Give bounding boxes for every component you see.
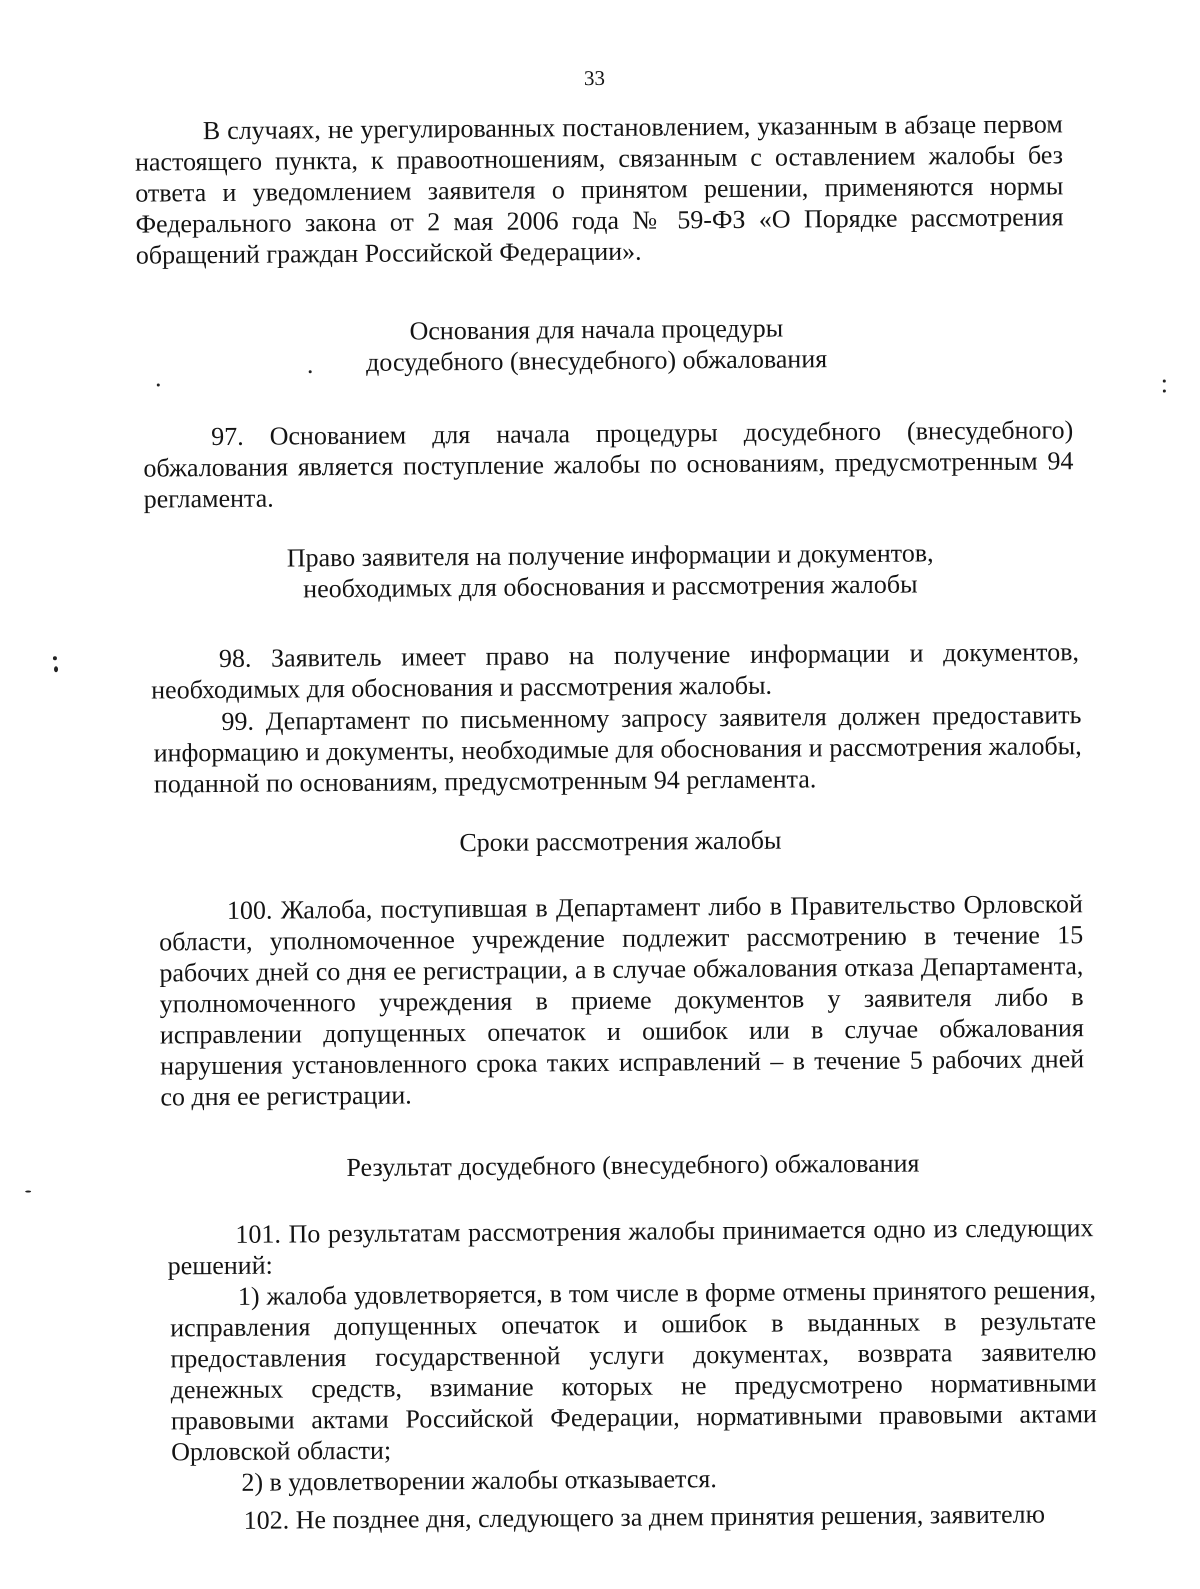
paragraph-100: 100. Жалоба, поступившая в Департамент либо в Правительство Орловской области, уполномоченное учреждение подлежит рассмотрению в течение 15 рабочих дней со дня ее регистрации, а в случае обжалования отказа Департамента, уполномоченного учреждения в приеме документов у заявителя либо в исправлении допущенных опечаток и ошибок или в случае обжалования нарушения установленного срока таких исправлений – в течение 5 рабочих дней со дня ее регистрации. [159, 889, 1085, 1112]
heading-grounds [326, 312, 866, 378]
scan-speck [54, 666, 58, 672]
scan-speck [53, 656, 57, 660]
paragraph-99: 99. Департамент по письменному запросу заявителя должен предоставить информацию и документы, необходимые для обоснования и рассмотрения жалобы, поданной по основаниям, предусмотренным 94 регламента. [153, 700, 1082, 799]
paragraph-98: 98. Заявитель имеет право на получение информации и документов, необходимых для обоснования и рассмотрения жалобы. [151, 637, 1080, 705]
page-number: 33 [583, 65, 605, 91]
paragraph-101-item-2: 2) в удовлетворении жалобы отказывается. [241, 1464, 717, 1497]
heading-grounds-line2: досудебного (внесудебного) обжалования [365, 344, 828, 377]
heading-right-line2: необходимых для обоснования и рассмотрения жалобы [303, 569, 918, 604]
heading-result: Результат досудебного (внесудебного) обжалования [346, 1148, 920, 1183]
scan-speck [157, 383, 160, 386]
paragraph-101-item-1: 1) жалоба удовлетворяется, в том числе в форме отмены принятого решения, исправления допущенных опечаток и ошибок в выданных в результате предоставления государственной услуги документах, возврата заявителю денежных средств, взимание которых не предусмотрено нормативными правовыми актами Российской Федерации, нормативными правовыми актами Орловской области; [170, 1275, 1098, 1467]
heading-applicant-right [230, 537, 990, 605]
heading-right-line1: Право заявителя на получение информации и документов, [286, 538, 934, 573]
scan-speck [1163, 380, 1166, 383]
paragraph-intro: В случаях, не урегулированных постановлением, указанным в абзаце первом настоящего пункта, к правоотношениям, связанным с оставлением жалобы без ответа и уведомлением заявителя о принятом решении, применяются нормы Федерального закона от 2 мая 2006 года № 59-ФЗ «О Порядке рассмотрения обращений граждан Российской Федерации». [134, 109, 1064, 270]
paragraph-101: 101. По результатам рассмотрения жалобы принимается одно из следующих решений: [167, 1213, 1094, 1281]
heading-grounds-line1: Основания для начала процедуры [409, 313, 784, 346]
heading-terms: Сроки рассмотрения жалобы [459, 825, 782, 858]
scan-speck [25, 1190, 31, 1192]
scan-speck [309, 370, 312, 373]
paragraph-97: 97. Основанием для начала процедуры досудебного (внесудебного) обжалования является поступление жалобы по основаниям, предусмотренным 94 регламента. [143, 415, 1074, 514]
paragraph-102: 102. Не позднее дня, следующего за днем принятия решения, заявителю [243, 1499, 1046, 1535]
scan-speck [1163, 390, 1166, 393]
